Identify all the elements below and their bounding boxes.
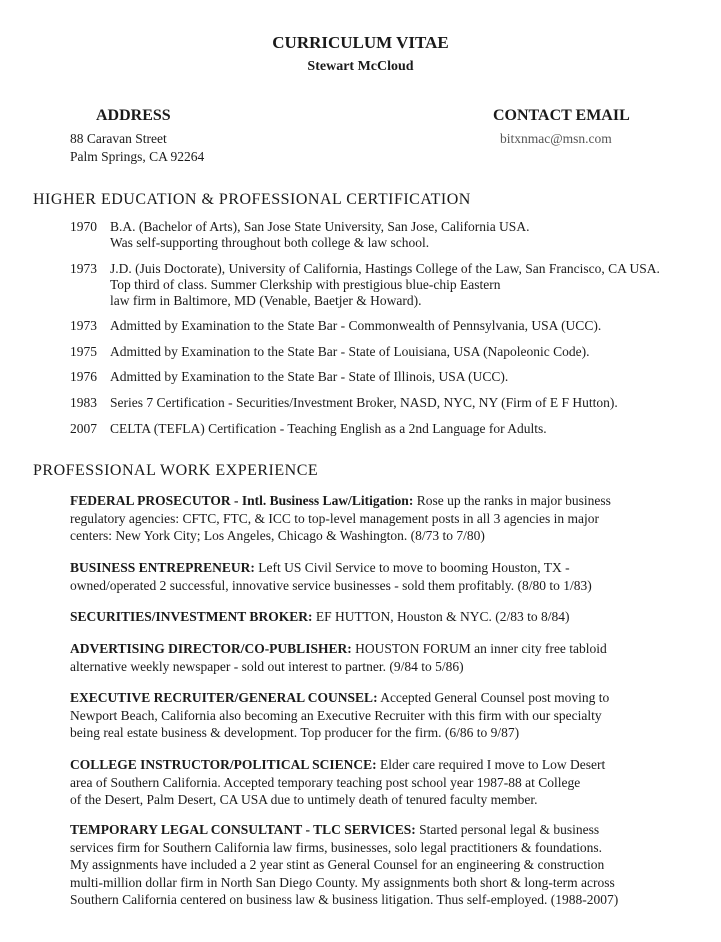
work-entry-line: of the Desert, Palm Desert, CA USA due to untimely death of tenured faculty member. xyxy=(70,792,538,807)
education-line: Admitted by Examination to the State Bar - Commonwealth of Pennsylvania, USA (UCC). xyxy=(110,318,602,333)
work-entry-line: multi-million dollar firm in North San Diego County. My assignments both short & long-term across xyxy=(70,874,615,890)
education-description xyxy=(110,261,690,309)
education-description xyxy=(110,318,690,334)
work-entry-title: COLLEGE INSTRUCTOR/POLITICAL SCIENCE: xyxy=(70,757,377,772)
education-line: Top third of class. Summer Clerkship with prestigious blue-chip Eastern xyxy=(110,277,501,292)
education-year: 1973 xyxy=(70,318,97,333)
education-line: CELTA (TEFLA) Certification - Teaching English as a 2nd Language for Adults. xyxy=(110,421,547,436)
education-line: J.D. (Juis Doctorate), University of California, Hastings College of the Law, San Francisco, CA USA. xyxy=(110,261,660,276)
education-year: 2007 xyxy=(70,421,97,436)
address-heading: ADDRESS xyxy=(96,107,171,124)
work-entry-line: being real estate business & development. Top producer for the firm. (6/86 to 9/87) xyxy=(70,725,520,740)
work-entry-line: centers: New York City; Los Angeles, Chicago & Washington. (8/73 to 7/80) xyxy=(70,528,485,543)
education-year: 1976 xyxy=(70,369,97,384)
document-title: CURRICULUM VITAE xyxy=(272,33,449,52)
work-entry-first-line xyxy=(70,559,690,577)
address-line-2: Palm Springs, CA 92264 xyxy=(70,149,205,164)
work-entry xyxy=(70,608,690,626)
work-entry-line: area of Southern California. Accepted temporary teaching post school year 1987-88 at College xyxy=(70,774,581,790)
work-entry-first-line xyxy=(70,640,690,658)
work-entry-title: BUSINESS ENTREPRENEUR: xyxy=(70,560,255,575)
education-year: 1975 xyxy=(70,344,97,359)
education-line: Admitted by Examination to the State Bar - State of Illinois, USA (UCC). xyxy=(110,369,509,384)
education-heading: HIGHER EDUCATION & PROFESSIONAL CERTIFICATION xyxy=(33,191,471,208)
education-line: Was self-supporting throughout both college & law school. xyxy=(110,235,430,250)
education-year: 1970 xyxy=(70,219,97,234)
education-description xyxy=(110,395,690,411)
work-entry-line: regulatory agencies: CFTC, FTC, & ICC to top-level management posts in all 3 agencies in major xyxy=(70,510,600,526)
education-year: 1983 xyxy=(70,395,97,410)
work-entry-text: HOUSTON FORUM an inner city free tabloid xyxy=(351,641,607,656)
work-entry-title: ADVERTISING DIRECTOR/CO-PUBLISHER: xyxy=(70,641,352,656)
education-description xyxy=(110,219,690,251)
education-line: law firm in Baltimore, MD (Venable, Baetjer & Howard). xyxy=(110,293,422,308)
work-entry-text: Rose up the ranks in major business xyxy=(413,493,611,508)
education-description xyxy=(110,369,690,385)
education-description xyxy=(110,421,690,437)
work-entry-first-line xyxy=(70,821,690,839)
contact-heading: CONTACT EMAIL xyxy=(493,107,630,124)
work-entry-line: services firm for Southern California law firms, businesses, solo legal practitioners & foundations. xyxy=(70,839,603,855)
work-entry-line: alternative weekly newspaper - sold out interest to partner. (9/84 to 5/86) xyxy=(70,658,464,674)
contact-email: bitxnmac@msn.com xyxy=(500,131,612,146)
work-entry-title: SECURITIES/INVESTMENT BROKER: xyxy=(70,609,313,624)
education-description xyxy=(110,344,690,360)
work-entry-line: My assignments have included a 2 year stint as General Counsel for an engineering & construction xyxy=(70,857,605,872)
work-entry-text: EF HUTTON, Houston & NYC. (2/83 to 8/84) xyxy=(312,609,570,624)
work-entry-text: Accepted General Counsel post moving to xyxy=(377,690,610,705)
work-entry-text: Elder care required I move to Low Desert xyxy=(376,757,606,772)
work-entry-title: EXECUTIVE RECRUITER/GENERAL COUNSEL: xyxy=(70,690,378,705)
address-line-1: 88 Caravan Street xyxy=(70,131,167,146)
work-entry-line: Southern California centered on business law & business litigation. Thus self-employed. (1988-2007) xyxy=(70,892,619,907)
work-entry xyxy=(70,821,690,909)
work-entry xyxy=(70,492,690,545)
person-name: Stewart McCloud xyxy=(307,59,414,74)
education-line: Series 7 Certification - Securities/Investment Broker, NASD, NYC, NY (Firm of E F Hutton). xyxy=(110,395,618,410)
work-heading: PROFESSIONAL WORK EXPERIENCE xyxy=(33,462,319,479)
work-entry-title: FEDERAL PROSECUTOR - Intl. Business Law/Litigation: xyxy=(70,493,414,508)
work-entry-first-line xyxy=(70,689,690,707)
education-year: 1973 xyxy=(70,261,97,276)
education-line: Admitted by Examination to the State Bar - State of Louisiana, USA (Napoleonic Code). xyxy=(110,344,590,359)
work-entry-first-line xyxy=(70,492,690,510)
education-line: B.A. (Bachelor of Arts), San Jose State University, San Jose, California USA. xyxy=(110,219,530,234)
work-entry-line: Newport Beach, California also becoming an Executive Recruiter with this firm with our specialty xyxy=(70,707,602,723)
work-entry-text: Left US Civil Service to move to booming Houston, TX - xyxy=(254,560,570,575)
work-entry-text: Started personal legal & business xyxy=(415,822,600,837)
work-entry xyxy=(70,689,690,742)
work-entry xyxy=(70,559,690,594)
work-entry xyxy=(70,640,690,675)
work-entry-first-line xyxy=(70,756,690,774)
work-entry xyxy=(70,756,690,809)
work-entry-title: TEMPORARY LEGAL CONSULTANT - TLC SERVICES: xyxy=(70,822,416,837)
work-entry-first-line xyxy=(70,608,690,626)
work-entry-line: owned/operated 2 successful, innovative service businesses - sold them profitably. (8/80 to 1/83) xyxy=(70,577,592,593)
